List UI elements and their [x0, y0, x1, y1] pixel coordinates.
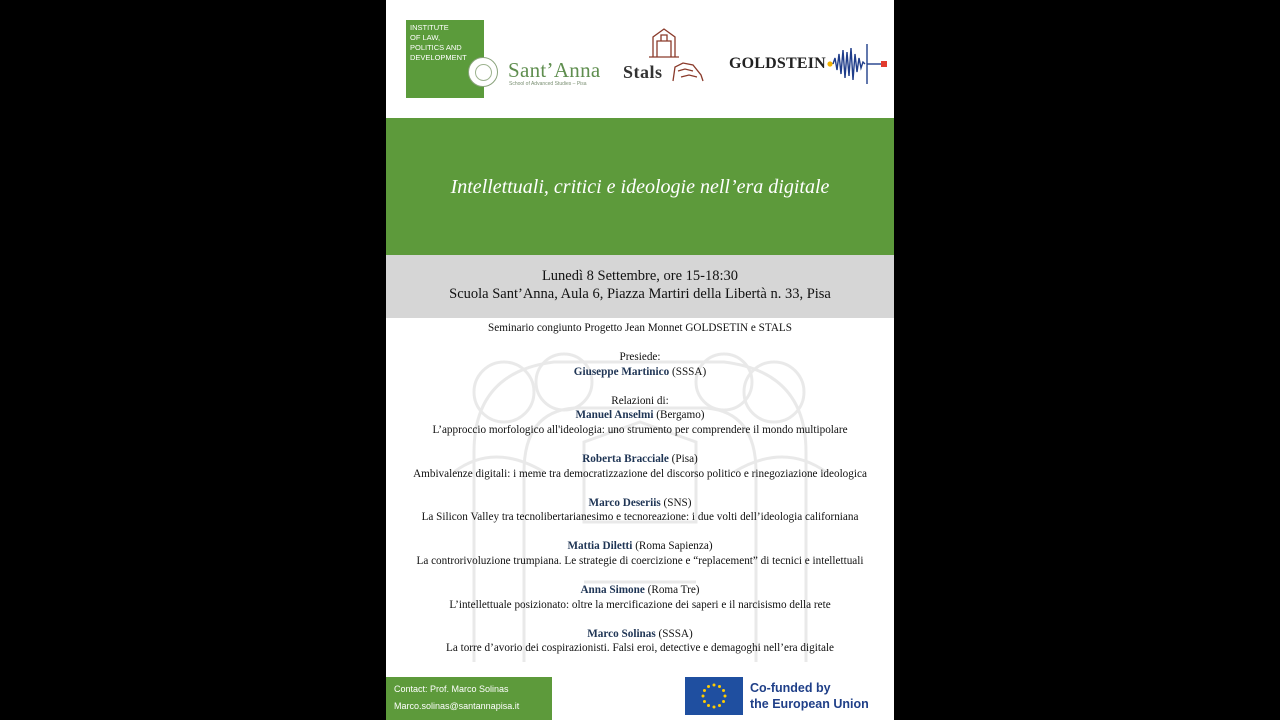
eu-star-icon	[707, 704, 710, 707]
talk-speaker	[386, 409, 894, 421]
event-date: Lunedì 8 Settembre, ore 15-18:30	[541, 268, 739, 284]
event-venue: Scuola Sant’Anna, Aula 6, Piazza Martiri della Libertà n. 33, Pisa	[449, 286, 831, 302]
talk-title: L’approccio morfologico all'ideologia: uno strumento per comprendere il mondo multipolare	[432, 424, 848, 436]
chair-affiliation: (SSSA)	[669, 366, 707, 378]
chair-line	[386, 366, 894, 378]
eu-star-icon	[722, 700, 725, 703]
talk-title: La controrivoluzione trumpiana. Le strategie di coercizione e “replacement” di tecnici e intellettuali	[416, 555, 864, 567]
title-band	[386, 118, 894, 255]
ilpd-line: INSTITUTE	[410, 23, 449, 32]
ilpd-logo	[406, 20, 484, 98]
eu-line-1: Co-funded by	[750, 681, 831, 695]
speaker-affiliation: (SNS)	[660, 497, 692, 509]
eu-star-icon	[713, 684, 716, 687]
ilpd-line: POLITICS AND	[410, 43, 462, 52]
eu-star-icon	[722, 689, 725, 692]
eu-star-icon	[707, 685, 710, 688]
eu-star-icon	[702, 695, 705, 698]
eu-flag-icon	[685, 677, 743, 715]
eu-line-2: the European Union	[750, 697, 869, 711]
goldstein-logo-text: GOLDSTEIN	[729, 55, 826, 72]
contact-box	[386, 677, 552, 720]
eu-star-icon	[718, 704, 721, 707]
talk-title: La Silicon Valley tra tecnolibertarianesimo e tecnoreazione: i due volti dell’ideologia californiana	[421, 511, 859, 523]
speaker-affiliation: (Roma Tre)	[644, 584, 700, 596]
speaker-affiliation: (Roma Sapienza)	[632, 540, 713, 552]
logo-header	[386, 0, 894, 118]
seminar-poster	[386, 0, 894, 720]
eu-star-icon	[718, 685, 721, 688]
stals-logo-text: Stals	[623, 62, 663, 82]
speaker-name: Manuel Anselmi	[575, 409, 654, 421]
eu-cofunded-label	[750, 680, 869, 712]
event-title: Intellettuali, critici e ideologie nell’era digitale	[450, 176, 830, 198]
talk-speaker	[386, 584, 894, 596]
date-band	[386, 255, 894, 318]
speaker-name: Mattia Diletti	[567, 540, 633, 552]
speaker-name: Marco Solinas	[587, 628, 656, 640]
chair-name: Giuseppe Martinico	[573, 366, 670, 378]
speaker-name: Roberta Bracciale	[582, 453, 669, 465]
eu-star-icon	[713, 706, 716, 709]
talk-title: La torre d’avorio dei cospirazionisti. Falsi eroi, detective e demagoghi nell’era digitale	[445, 642, 834, 654]
eu-star-icon	[724, 695, 727, 698]
goldstein-wave-icon	[826, 42, 888, 86]
talk-speaker	[386, 453, 894, 465]
speaker-name: Marco Deseriis	[588, 497, 661, 509]
talk-title: Ambivalenze digitali: i meme tra democratizzazione del discorso politico e rinegoziazione ideologica	[413, 468, 867, 480]
talk-speaker	[386, 628, 894, 640]
ilpd-line: DEVELOPMENT	[410, 53, 467, 62]
ilpd-line: OF LAW,	[410, 33, 441, 42]
talks-label: Relazioni di:	[611, 395, 669, 407]
speaker-affiliation: (Bergamo)	[653, 409, 705, 421]
contact-email[interactable]: Marco.solinas@santannapisa.it	[394, 701, 520, 711]
talk-title: L’intellettuale posizionato: oltre la mercificazione dei saperi e il narcisismo della rete	[449, 599, 831, 611]
contact-label: Contact: Prof. Marco Solinas	[394, 684, 509, 694]
talk-speaker	[386, 540, 894, 552]
eu-star-icon	[703, 689, 706, 692]
santanna-seal-icon	[468, 57, 498, 87]
talk-speaker	[386, 497, 894, 509]
program-intro: Seminario congiunto Progetto Jean Monnet GOLDSETIN e STALS	[488, 322, 792, 334]
speaker-affiliation: (Pisa)	[668, 453, 698, 465]
speaker-affiliation: (SSSA)	[655, 628, 693, 640]
santanna-logo-name: Sant’Anna	[508, 58, 601, 82]
speaker-name: Anna Simone	[580, 584, 645, 596]
eu-star-icon	[703, 700, 706, 703]
santanna-logo-subtitle: School of Advanced Studies – Pisa	[509, 81, 587, 87]
chair-label: Presiede:	[619, 351, 661, 363]
